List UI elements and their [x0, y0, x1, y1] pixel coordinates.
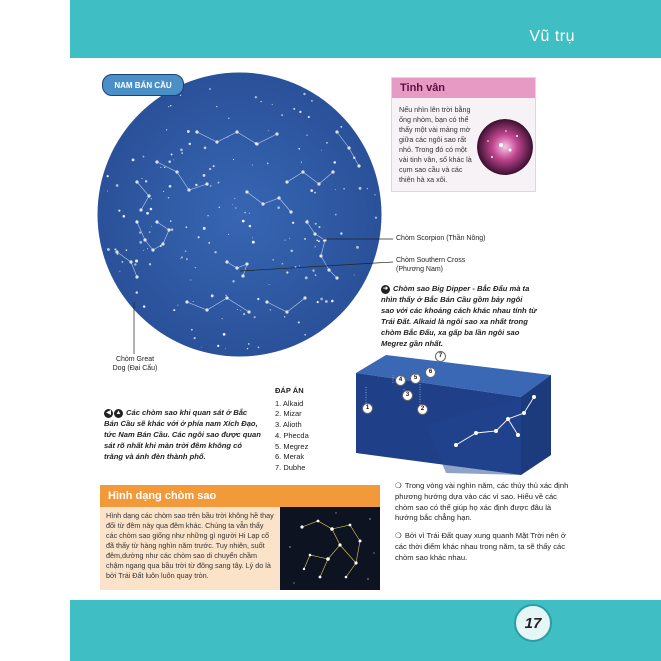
background-star — [333, 161, 336, 164]
info-bullets — [395, 481, 570, 571]
constellation-star — [167, 228, 170, 231]
background-star — [225, 348, 226, 349]
background-star — [171, 228, 174, 231]
background-star — [304, 334, 306, 336]
constellation-star — [319, 254, 322, 257]
background-star — [252, 237, 253, 238]
background-star — [107, 175, 109, 177]
background-star — [257, 298, 259, 300]
background-star — [335, 189, 336, 190]
background-star — [315, 223, 317, 225]
background-star — [312, 269, 314, 271]
background-star — [331, 300, 334, 303]
dipper-number-2: 2 — [417, 404, 428, 415]
background-star — [143, 305, 145, 307]
background-star — [203, 227, 206, 230]
page-title: Vũ trụ — [529, 28, 575, 45]
background-star — [235, 207, 236, 208]
background-star — [171, 154, 173, 156]
constellation-star — [265, 300, 268, 303]
background-star — [177, 305, 178, 306]
background-star — [180, 149, 183, 152]
constellation-star — [185, 300, 188, 303]
southern-hemisphere-callout — [104, 407, 262, 462]
dipper-number-3: 3 — [402, 390, 413, 401]
background-star — [198, 236, 200, 238]
background-star — [222, 318, 223, 319]
background-star — [315, 246, 316, 247]
constellation-star — [225, 260, 228, 263]
background-star — [270, 309, 272, 311]
background-star — [214, 251, 216, 253]
nebula-photo — [477, 119, 533, 175]
shapes-text: Hình dạng các chòm sao trên bầu trời không hề thay đổi từ đêm này qua đêm khác. Chúng ta vẫn thấy các chòm sao giống như những gì người Hi Lạp cổ đã thấy từ hàng nghìn năm trước. Tuy nhiên, suốt đêm,dường như các chòm sao di chuyển chầm chậm ngang qua bầu trời từ đông sang tây. Lý do là bởi Trái Đất luôn luôn quay tròn. — [106, 511, 274, 580]
background-star — [286, 271, 288, 273]
background-star — [272, 259, 273, 260]
constellation-star — [155, 220, 158, 223]
constellation-star — [245, 262, 248, 265]
background-star — [164, 167, 165, 168]
constellation-star — [323, 238, 326, 241]
background-star — [295, 266, 297, 268]
constellation-star — [175, 170, 178, 173]
background-star — [201, 347, 202, 348]
answer-title: ĐÁP ÁN — [275, 386, 304, 395]
arrows-icon: ◀ ▲ — [104, 407, 124, 418]
background-star — [181, 256, 183, 258]
background-star — [219, 207, 221, 209]
background-star — [260, 101, 261, 102]
answer-item: 6. Merak — [275, 452, 305, 462]
nebula-text: Nếu nhìn lên trời bằng ống nhòm, bạn có thể thấy một vài mảng mờ giữa các ngôi sao rất nhỏ. Trong đó có một vài tinh vân, số khác là cụm sao cầu và các thiên hà xa xôi. — [399, 105, 472, 184]
background-star — [170, 220, 172, 222]
nebula-box — [391, 77, 536, 192]
background-star — [311, 100, 313, 102]
background-star — [191, 329, 193, 331]
dipper-number-6: 6 — [425, 367, 436, 378]
background-star — [315, 274, 317, 276]
background-star — [247, 348, 248, 349]
background-star — [134, 263, 136, 265]
background-star — [310, 189, 313, 192]
background-star — [132, 158, 135, 161]
answer-item: 3. Alioth — [275, 420, 302, 430]
constellation-star — [135, 220, 138, 223]
background-star — [185, 250, 187, 252]
background-star — [121, 261, 123, 263]
bullet-circle-icon: ❍ — [395, 481, 402, 490]
background-star — [308, 116, 310, 118]
background-star — [375, 217, 377, 219]
background-star — [203, 174, 206, 177]
constellation-star — [147, 194, 150, 197]
background-star — [354, 274, 355, 275]
background-star — [119, 271, 120, 272]
background-star — [356, 246, 359, 249]
constellation-star — [317, 182, 320, 185]
southern-cross-label-line2: (Phương Nam) — [396, 266, 444, 273]
constellation-star — [205, 182, 208, 185]
constellation-star — [195, 130, 198, 133]
background-star — [232, 280, 234, 282]
background-star — [341, 126, 343, 128]
answer-item: 2. Mizar — [275, 409, 302, 419]
background-star — [318, 226, 320, 228]
southern-callout-text: Các chòm sao khi quan sát ở Bắc Bán Cầu sẽ khác với ở phía nam Xích Đạo, tức Nam Bán Cầu. Các ngôi sao được quan sát rõ nhất khi màn trời đêm không có trăng và ánh đèn thành phố. — [104, 408, 261, 461]
background-star — [359, 187, 362, 190]
background-star — [374, 194, 375, 195]
background-star — [149, 263, 151, 265]
southern-cross-label — [396, 256, 465, 274]
background-star — [340, 232, 342, 234]
background-star — [234, 198, 235, 199]
background-star — [194, 337, 196, 339]
constellation-star — [155, 160, 158, 163]
background-star — [210, 185, 212, 187]
background-star — [180, 95, 181, 96]
background-star — [281, 114, 283, 116]
answer-item: 4. Phecda — [275, 430, 309, 440]
background-star — [320, 298, 323, 301]
background-star — [258, 346, 260, 348]
constellation-star — [115, 250, 118, 253]
background-star — [116, 184, 119, 187]
background-star — [244, 212, 246, 214]
background-star — [225, 295, 227, 297]
background-star — [301, 162, 302, 163]
constellation-star — [245, 190, 248, 193]
background-star — [151, 198, 152, 199]
background-star — [143, 156, 145, 158]
background-star — [272, 104, 273, 105]
background-star — [136, 291, 138, 293]
constellation-star — [301, 170, 304, 173]
background-star — [166, 129, 167, 130]
constellation-star — [161, 242, 164, 245]
background-star — [306, 135, 307, 136]
background-star — [335, 214, 337, 216]
constellation-star — [235, 130, 238, 133]
background-star — [223, 333, 226, 336]
background-star — [237, 309, 238, 310]
dipper-number-1: 1 — [362, 403, 373, 414]
constellation-star — [357, 164, 360, 167]
background-star — [107, 248, 110, 251]
answer-list — [275, 386, 309, 474]
bullet-text: Trong vòng vài nghìn năm, các thủy thủ xác định phương hướng dựa vào các vì sao. Hiểu về các chòm sao có thể giúp họ xác định được đâu là hướng bắc chẳng hạn. — [395, 481, 569, 523]
great-dog-label-line2: Dog (Đại Cẩu) — [112, 365, 158, 372]
footer-bar — [70, 600, 661, 661]
background-star — [314, 192, 316, 194]
big-dipper-3d-diagram — [356, 355, 551, 480]
background-star — [218, 182, 220, 184]
background-star — [228, 234, 229, 235]
background-star — [318, 240, 320, 242]
background-star — [143, 250, 144, 251]
constellation-star — [151, 248, 154, 251]
constellation-star — [305, 220, 308, 223]
background-star — [325, 300, 328, 303]
background-star — [292, 222, 294, 224]
background-star — [216, 106, 217, 107]
background-star — [303, 93, 305, 95]
constellation-star — [129, 260, 132, 263]
background-star — [139, 231, 141, 233]
background-star — [149, 231, 151, 233]
constellation-star — [135, 275, 138, 278]
background-star — [207, 215, 208, 216]
background-star — [146, 212, 149, 215]
constellation-star — [327, 268, 330, 271]
background-star — [150, 208, 153, 211]
background-star — [187, 130, 190, 133]
bullet-text: Bởi vì Trái Đất quay xung quanh Mặt Trời nên ở các thời điểm khác nhau trong năm, ta sẽ thấy các chòm sao khác nhau. — [395, 531, 566, 562]
bullet-circle-icon: ❍ — [395, 531, 402, 541]
background-star — [298, 321, 300, 323]
background-star — [249, 225, 251, 227]
answer-item: 5. Megrez — [275, 441, 309, 451]
background-star — [160, 167, 161, 168]
background-star — [118, 210, 120, 212]
background-star — [217, 345, 219, 347]
background-star — [252, 241, 255, 244]
background-star — [135, 260, 138, 263]
constellation-star — [335, 130, 338, 133]
bullet-item — [395, 481, 570, 524]
background-star — [233, 159, 234, 160]
constellation-star — [313, 232, 316, 235]
background-star — [284, 316, 285, 317]
constellation-star — [335, 276, 338, 279]
background-star — [321, 150, 322, 151]
constellation-star — [241, 274, 244, 277]
background-star — [195, 267, 196, 268]
constellation-star — [255, 142, 258, 145]
background-star — [139, 241, 142, 244]
background-star — [232, 204, 233, 205]
background-star — [126, 249, 128, 251]
background-star — [305, 276, 308, 279]
background-star — [151, 226, 152, 227]
big-dipper-callout-text: Chòm sao Big Dipper - Bắc Đẩu mà ta nhìn thấy ở Bắc Bán Cầu gồm bảy ngôi sao với các khoảng cách khác nhau tính từ Trái Đất. Alkaid là ngôi sao xa nhất trong chòm Bắc Đẩu, xa gấp ba lần ngôi sao Megrez gần nhất. — [381, 284, 537, 348]
background-star — [281, 263, 283, 265]
constellation-star — [247, 310, 250, 313]
constellation-star — [261, 202, 264, 205]
constellation-star — [143, 238, 146, 241]
bullet-item — [395, 531, 570, 563]
background-star — [269, 284, 270, 285]
dipper-number-5: 5 — [410, 373, 421, 384]
southern-sky-map — [97, 72, 382, 357]
background-star — [163, 191, 164, 192]
great-dog-label — [112, 355, 158, 373]
constellation-star — [347, 146, 350, 149]
background-star — [242, 220, 245, 223]
background-star — [254, 316, 256, 318]
background-star — [268, 130, 269, 131]
background-star — [299, 265, 300, 266]
background-star — [169, 185, 172, 188]
background-star — [211, 294, 214, 297]
constellation-star — [289, 210, 292, 213]
background-star — [147, 248, 148, 249]
background-star — [193, 301, 194, 302]
background-star — [267, 163, 269, 165]
background-star — [189, 143, 191, 145]
background-star — [114, 248, 116, 250]
background-star — [277, 206, 280, 209]
constellation-star — [225, 296, 228, 299]
scorpion-label: Chòm Scorpion (Thần Nông) — [396, 235, 486, 242]
background-star — [316, 239, 318, 241]
background-star — [252, 165, 253, 166]
constellation-star — [139, 208, 142, 211]
page-number: 17 — [514, 604, 552, 642]
constellation-star — [285, 310, 288, 313]
background-star — [289, 238, 290, 239]
background-star — [326, 142, 328, 144]
nebula-title: Tinh vân — [392, 78, 535, 98]
hemisphere-label: NAM BÁN CẦU — [102, 74, 184, 96]
background-star — [204, 147, 207, 150]
background-star — [255, 96, 257, 98]
background-star — [249, 213, 250, 214]
background-star — [213, 165, 215, 167]
background-star — [145, 180, 147, 182]
constellation-star — [205, 308, 208, 311]
background-star — [208, 242, 210, 244]
background-star — [173, 159, 174, 160]
background-star — [181, 152, 182, 153]
background-star — [240, 310, 241, 311]
answer-item: 7. Dubhe — [275, 462, 306, 472]
dipper-number-4: 4 — [395, 375, 406, 386]
background-star — [195, 184, 197, 186]
background-star — [304, 238, 306, 240]
big-dipper-callout — [381, 283, 537, 349]
great-dog-label-line1: Chòm Great — [115, 356, 155, 363]
background-star — [168, 106, 169, 107]
constellation-star — [303, 296, 306, 299]
background-star — [298, 148, 300, 150]
constellation-photo — [280, 507, 380, 590]
constellation-star — [235, 266, 238, 269]
background-star — [141, 178, 142, 179]
background-star — [248, 343, 250, 345]
constellation-star — [135, 180, 138, 183]
background-star — [228, 118, 229, 119]
background-star — [180, 258, 181, 259]
constellation-star — [275, 132, 278, 135]
background-star — [107, 190, 108, 191]
background-star — [343, 188, 345, 190]
background-star — [299, 111, 301, 113]
background-star — [317, 301, 319, 303]
arrow-right-icon: ➜ — [382, 285, 389, 292]
background-star — [186, 258, 187, 259]
background-star — [285, 240, 286, 241]
background-star — [290, 250, 293, 253]
background-star — [123, 215, 126, 218]
background-star — [243, 313, 245, 315]
background-star — [170, 105, 171, 106]
background-star — [293, 108, 295, 110]
background-star — [209, 168, 211, 170]
answer-item: 1. Alkaid — [275, 398, 304, 408]
background-star — [185, 226, 187, 228]
constellation-star — [331, 170, 334, 173]
background-star — [190, 280, 191, 281]
background-star — [173, 309, 175, 311]
background-star — [367, 188, 368, 189]
background-star — [168, 161, 170, 163]
background-star — [209, 88, 211, 90]
constellation-star — [187, 188, 190, 191]
constellation-star — [285, 180, 288, 183]
constellation-shapes-box — [100, 485, 380, 590]
dipper-number-7: 7 — [435, 351, 446, 362]
background-star — [168, 197, 170, 199]
southern-cross-label-line1: Chòm Southern Cross — [396, 257, 466, 264]
constellation-star — [277, 196, 280, 199]
constellation-star — [215, 140, 218, 143]
shapes-title: Hình dạng chòm sao — [100, 485, 380, 507]
